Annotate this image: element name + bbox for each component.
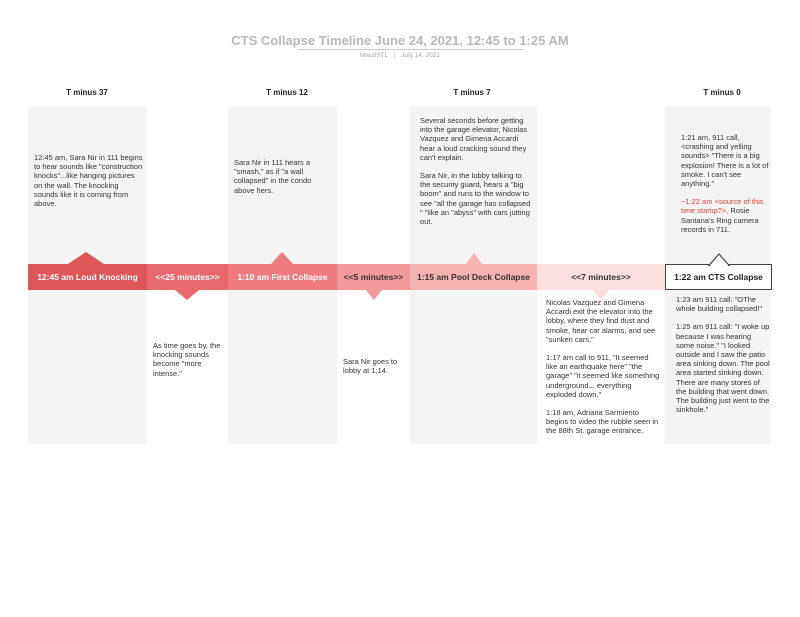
event-gap-7-text: [546, 298, 660, 436]
author: MaudSTL: [360, 52, 388, 59]
byline-separator: |: [393, 52, 396, 59]
t-minus-7-label: T minus 7: [453, 88, 491, 97]
pool-deck-paragraph-1: Several seconds before getting into the garage elevator, Nicolas Vazquez and Gimena Accardi hear a loud cracking sound they can't explain.: [420, 116, 528, 162]
event-cts-text-below: [676, 295, 770, 414]
event-first-collapse-text: Sara Nir in 111 hears a "smash," as if "a wall collapsed" in the condo above hers.: [234, 158, 312, 195]
pointer-first-collapse: [271, 252, 293, 264]
t-minus-37-label: T minus 37: [66, 88, 108, 97]
timeline-segment-loud-knocking: 12:45 am Loud Knocking: [28, 264, 147, 290]
pointer-loud-knocking: [68, 252, 104, 264]
pointer-pool-deck: [466, 253, 482, 264]
source-question-note: ~1:22 am <source of this time stamp?>,: [681, 197, 764, 216]
timeline-segment-cts-collapse: 1:22 am CTS Collapse: [665, 264, 772, 290]
byline: [0, 52, 800, 59]
timeline-segment-gap-5: <<5 minutes>>: [337, 264, 410, 290]
panel-loud-knocking-below: [28, 290, 147, 444]
event-gap-5-text: Sara Nir goes to lobby at 1:14.: [343, 357, 398, 376]
event-gap-25-text: As time goes by, the knocking sounds become "more intense.": [153, 341, 221, 378]
cts-ring-camera: [681, 197, 770, 234]
pool-deck-paragraph-2: Sara Nir, in the lobby talking to the security guard, hears a "big boom" and runs to the window to see "all the garage has collapsed " "like an "abyss" with cars jutting out.: [420, 171, 531, 227]
pointer-gap-5: [366, 290, 382, 300]
event-cts-text-above: [681, 133, 770, 234]
gap-7-paragraph-2: 1:17 am call to 911, "It seemed like an earthquake here" "the garage" "it seemed like something underground... everything exploded down.": [546, 353, 660, 399]
cts-911-call-2: 1:23 am 911 call: "OThe whole building collapsed!": [676, 295, 763, 314]
ring-camera-text: Rosie Santana's Ring camera records in 711.: [681, 206, 759, 234]
gap-7-paragraph-3: 1:18 am, Adriana Sarmiento begins to video the rubble seen in the 88th St. garage entrance.: [546, 408, 659, 436]
timeline-segment-pool-deck: 1:15 am Pool Deck Collapse: [410, 264, 537, 290]
title-underline: [297, 49, 523, 50]
event-pool-deck-text: [420, 116, 532, 226]
panel-first-collapse-below: [228, 290, 337, 444]
event-loud-knocking-text: 12:45 am, Sara Nir in 111 begins to hear sounds like "construction knocks"...like hanging pictures on the wall. The knocking sounds like it is coming from above.: [34, 153, 143, 209]
pointer-gap-25: [175, 290, 199, 300]
t-minus-0-label: T minus 0: [703, 88, 741, 97]
timeline-segment-gap-7: <<7 minutes>>: [537, 264, 665, 290]
panel-pool-deck-below: [410, 290, 537, 444]
pointer-cts-collapse: [708, 253, 730, 266]
publish-date: July 14, 2021: [401, 52, 440, 59]
timeline-segment-first-collapse: 1:10 am First Collapse: [228, 264, 337, 290]
gap-7-paragraph-1: Nicolas Vazquez and Gimena Accardi exit the elevator into the lobby, where they find dust and smoke, hear car alarms, and see "sunken cars.": [546, 298, 656, 344]
t-minus-12-label: T minus 12: [266, 88, 308, 97]
timeline-segment-gap-25: <<25 minutes>>: [147, 264, 228, 290]
cts-911-call-3: 1:25 am 911 call: "I woke up because I was hearing some noise." "I looked outside and I saw the patio area sinking down. The pool area started sinking down. There are many stores of the building that went down. The building just went to the sinkhole.": [676, 322, 770, 415]
page-title: CTS Collapse Timeline June 24, 2021, 12:45 to 1:25 AM: [231, 33, 569, 48]
cts-911-call-1: 1:21 am, 911 call, <crashing and yelling sounds> "There is a big explosion! There is a lot of smoke. I can't see anything.": [681, 133, 769, 189]
